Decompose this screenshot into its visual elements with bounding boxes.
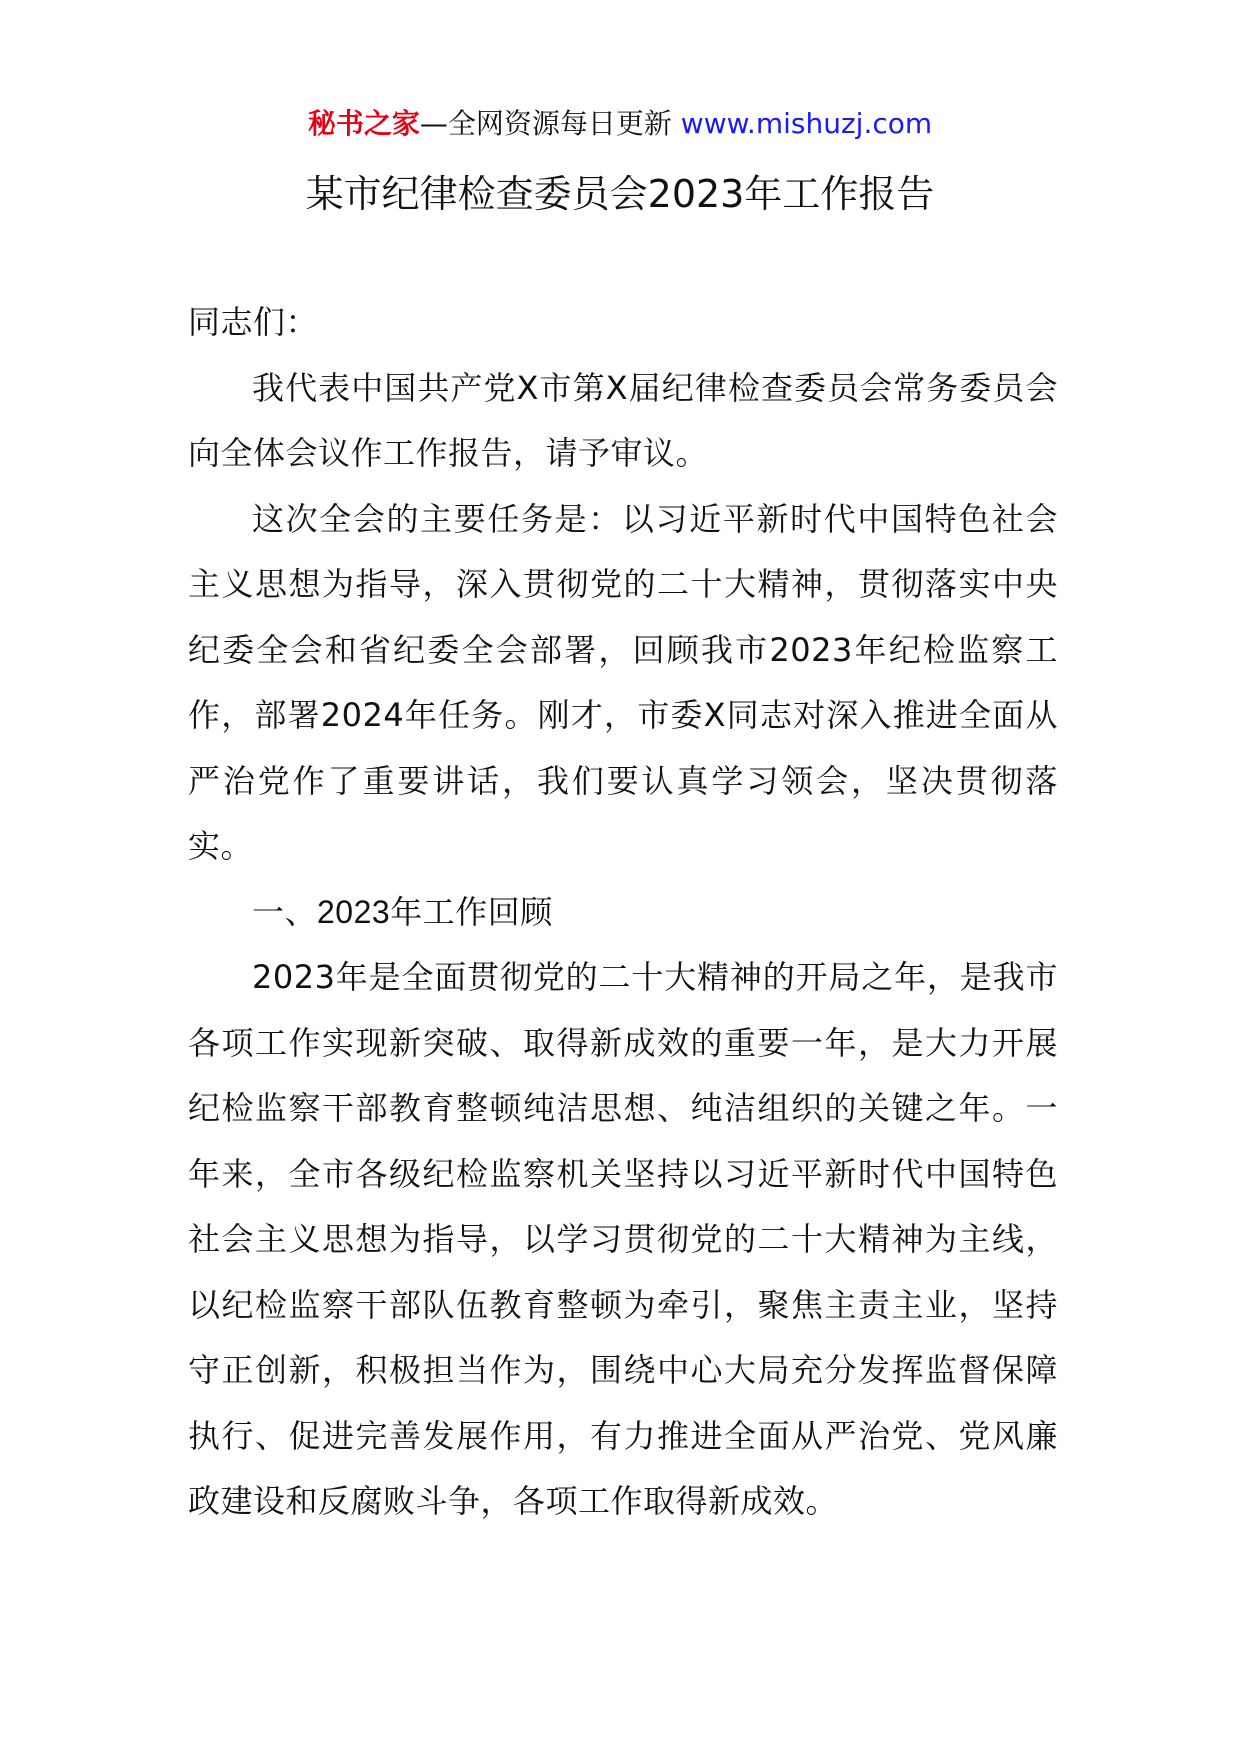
section-heading: 一、2023年工作回顾: [252, 893, 553, 930]
site-header: [0, 104, 1240, 144]
site-slogan: —全网资源每日更新: [419, 107, 672, 140]
salutation: 同志们：: [188, 303, 319, 341]
site-name: 秘书之家: [307, 107, 420, 140]
document-title: 某市纪律检查委员会2023年工作报告: [305, 172, 935, 216]
paragraph: 我代表中国共产党X市第X届纪律检查委员会常务委员会向全体会议作工作报告，请予审议。: [188, 368, 1058, 472]
paragraph: 这次全会的主要任务是：以习近平新时代中国特色社会主义思想为指导，深入贯彻党的二十大精神，贯彻落实中央纪委全会和省纪委全会部署，回顾我市2023年纪检监察工作，部署2024年任务。刚才，市委X同志对深入推进全面从严治党作了重要讲话，我们要认真学习领会，坚决贯彻落实。: [188, 499, 1058, 865]
site-url-link[interactable]: www.mishuzj.com: [680, 107, 933, 140]
paragraph: 2023年是全面贯彻党的二十大精神的开局之年，是我市各项工作实现新突破、取得新成效的重要一年，是大力开展纪检监察干部教育整顿纯洁思想、纯洁组织的关键之年。一年来，全市各级纪检监察机关坚持以习近平新时代中国特色社会主义思想为指导，以学习贯彻党的二十大精神为主线，以纪检监察干部队伍教育整顿为牵引，聚焦主责主业，坚持守正创新，积极担当作为，围绕中心大局充分发挥监督保障执行、促进完善发展作用，有力推进全面从严治党、党风廉政建设和反腐败斗争，各项工作取得新成效。: [188, 958, 1058, 1520]
document-body: [188, 290, 1058, 1535]
